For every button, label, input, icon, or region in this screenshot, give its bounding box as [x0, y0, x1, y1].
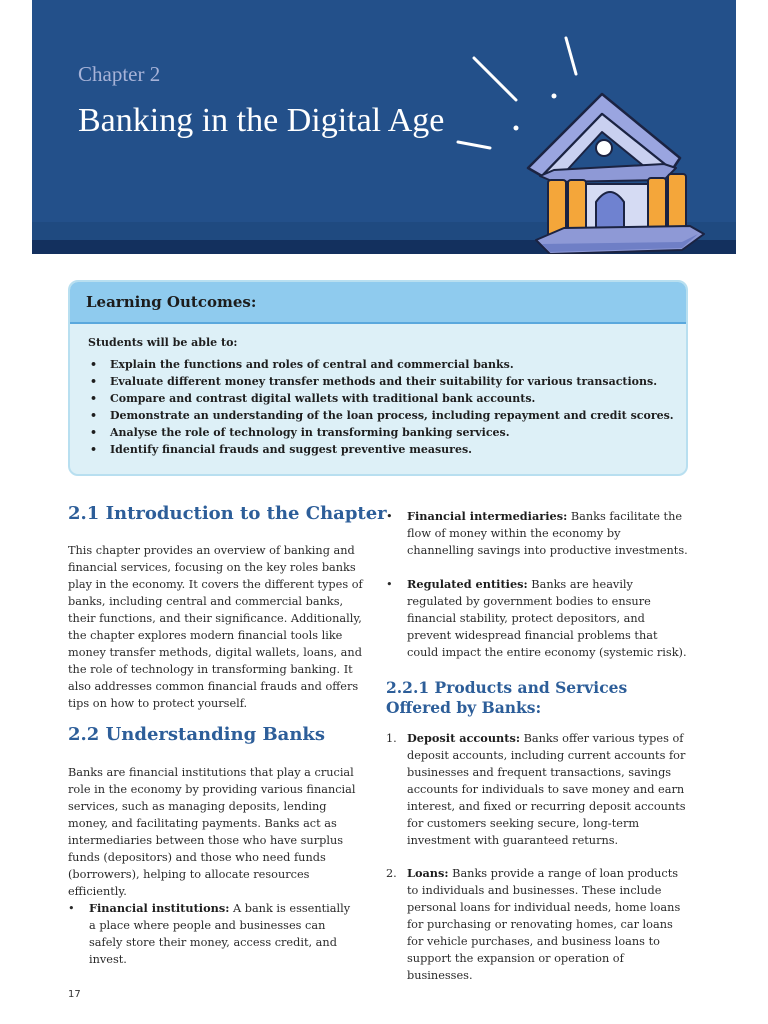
item-text: Banks provide a range of loan products to individuals and businesses. These include personal loans for individual needs, home loans for purchasing or renovating homes, car loans for vehicle purchases, and business loans to support the expansion or operation of businesses. — [407, 867, 681, 982]
item-term: Deposit accounts: — [407, 731, 521, 745]
intro-paragraph: This chapter provides an overview of banking and financial services, focusing on the key roles banks play in the economy. It covers the different types of banks, including central and commercial banks, their functions, and their significance. Additionally, the chapter explores modern financial tools like money transfer methods, digital wallets, loans, and the role of technology in transforming banking. It also addresses common financial frauds and offers tips on how to protect yourself. — [68, 544, 363, 710]
item-term: Loans: — [407, 866, 449, 880]
list-item: • Evaluate different money transfer methods and their suitability for various transactions. — [88, 373, 674, 390]
products-item-loans — [386, 865, 688, 984]
section-heading-intro: 2.1 Introduction to the Chapter — [68, 503, 387, 524]
list-item: • Identify financial frauds and suggest preventive measures. — [88, 441, 674, 458]
bullet-term: Regulated entities: — [407, 577, 528, 591]
item-number: 2. — [386, 867, 397, 880]
bullet-financial-institutions — [68, 900, 358, 968]
bank-building-icon — [450, 30, 710, 254]
bullet-text: Banks facilitate the flow of money within the economy by channelling savings into productive investments. — [407, 510, 688, 557]
bullet-marker: • — [68, 902, 75, 915]
bullet-regulated-entities — [386, 576, 688, 661]
chapter-label: Chapter 2 — [78, 62, 161, 86]
learning-outcomes-intro: Students will be able to: — [88, 336, 238, 349]
learning-outcomes-header — [70, 282, 686, 324]
bullet-text: A bank is essentially a place where people and businesses can safely store their money, access credit, and invest. — [89, 902, 351, 966]
products-item-deposit-accounts — [386, 730, 688, 849]
bullet-marker: • — [386, 510, 393, 523]
list-item: • Compare and contrast digital wallets with traditional bank accounts. — [88, 390, 674, 407]
item-number: 1. — [386, 732, 397, 745]
list-item: • Explain the functions and roles of central and commercial banks. — [88, 356, 674, 373]
chapter-title: Banking in the Digital Age — [78, 102, 445, 139]
understanding-paragraph: Banks are financial institutions that play a crucial role in the economy by providing various financial services, such as managing deposits, lending money, and facilitating payments. Banks act as intermediaries between those who have surplus funds (depositors) and those who need funds (borrowers), helping to allocate resources efficiently. — [68, 766, 356, 898]
chapter-banner — [32, 0, 736, 254]
item-text: Banks offer various types of deposit accounts, including current accounts for businesses and frequent transactions, savings accounts for individuals to save money and earn interest, and fixed or recurring deposit accounts for customers seeking secure, long-term investment with guaranteed returns. — [407, 732, 686, 847]
bullet-term: Financial intermediaries: — [407, 509, 568, 523]
page-number: 17 — [68, 989, 81, 1000]
list-item: • Demonstrate an understanding of the loan process, including repayment and credit scores. — [88, 407, 674, 424]
list-item: • Analyse the role of technology in transforming banking services. — [88, 424, 674, 441]
bullet-text: Banks are heavily regulated by government bodies to ensure financial stability, protect depositors, and prevent widespread financial problems that could impact the entire economy (systemic risk). — [407, 578, 687, 659]
learning-outcomes-list — [88, 356, 674, 458]
learning-outcomes-heading: Learning Outcomes: — [86, 293, 257, 311]
learning-outcomes-box — [68, 280, 688, 476]
section-heading-products: 2.2.1 Products and Services Offered by Banks: — [386, 678, 628, 717]
bullet-term: Financial institutions: — [89, 901, 230, 915]
section-heading-understanding: 2.2 Understanding Banks — [68, 724, 326, 745]
bullet-marker: • — [386, 578, 393, 591]
bullet-financial-intermediaries — [386, 508, 688, 559]
